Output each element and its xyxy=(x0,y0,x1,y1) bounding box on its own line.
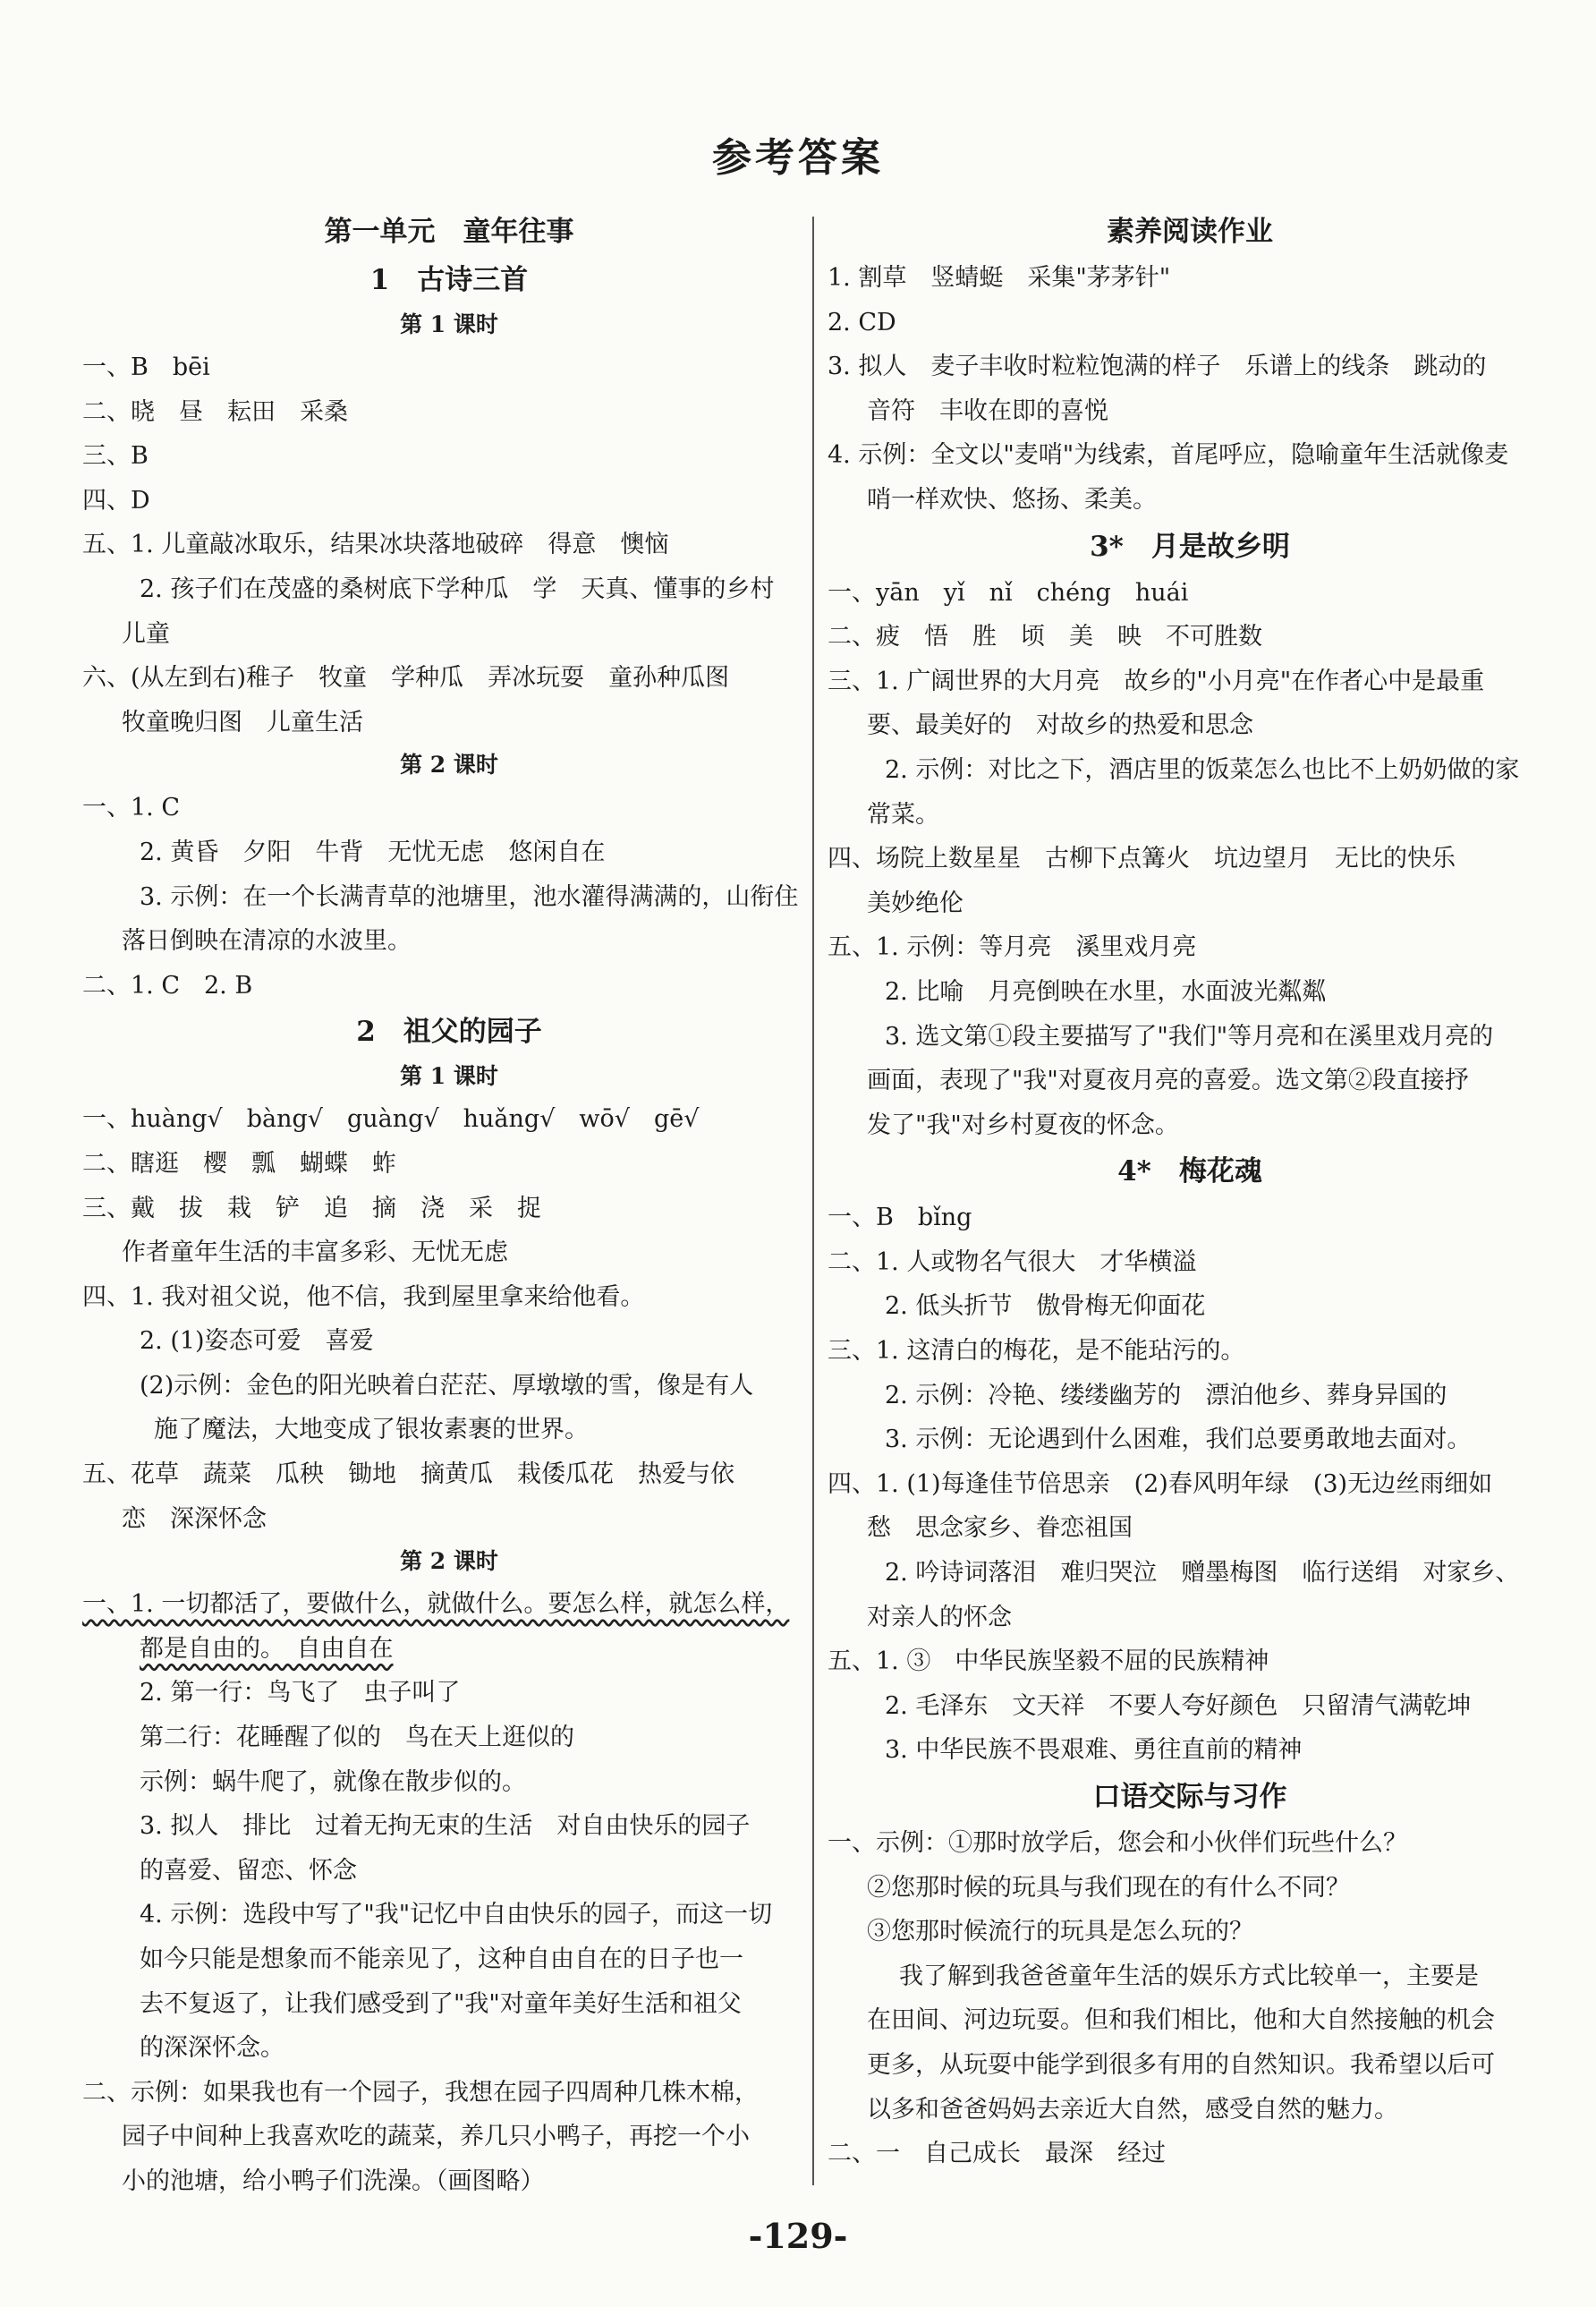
answer-line: 2. 示例：对比之下，酒店里的饭菜怎么也比不上奶奶做的家 xyxy=(885,755,1520,784)
answer-line: 2. (1)姿态可爱 喜爱 xyxy=(140,1327,374,1356)
answer-line: 六、(从左到右)稚子 牧童 学种瓜 弄冰玩耍 童孙种瓜图 xyxy=(82,664,730,693)
answer-line: 落日倒映在清凉的水波里。 xyxy=(122,927,412,956)
answer-line: 2. 毛泽东 文天祥 不要人夸好颜色 只留清气满乾坤 xyxy=(885,1691,1472,1720)
answer-line: 2. 低头折节 傲骨梅无仰面花 xyxy=(885,1292,1206,1321)
answer-line: 一、1. 一切都活了，要做什么，就做什么。要怎么样，就怎么样， xyxy=(82,1590,790,1619)
answer-line: 的深深怀念。 xyxy=(140,2034,284,2063)
answer-line: 一、示例：①那时放学后，您会和小伙伴们玩些什么？ xyxy=(828,1829,1407,1857)
answer-line: 2. 孩子们在茂盛的桑树底下学种瓜 学 天真、懂事的乡村 xyxy=(140,575,775,603)
answer-line: 画面，表现了"我"对夏夜月亮的喜爱。选文第②段直接抒 xyxy=(867,1067,1469,1095)
answer-line: 2. 黄昏 夕阳 牛背 无忧无虑 悠闲自在 xyxy=(140,838,606,866)
answer-line: 三、B xyxy=(82,442,149,471)
answer-line: 要、最美好的 对故乡的热爱和思念 xyxy=(867,711,1253,740)
answer-line: 二、1. C 2. B xyxy=(82,971,253,1000)
lesson-heading: 3* 月是故乡明 xyxy=(1090,530,1290,563)
answer-line: 三、戴 拔 栽 铲 追 摘 浇 采 捉 xyxy=(82,1194,541,1222)
answer-line: 3. 拟人 排比 过着无拘无束的生活 对自由快乐的园子 xyxy=(140,1812,751,1841)
answer-line: 二、疲 悟 胜 顷 美 映 不可胜数 xyxy=(828,623,1262,651)
column-divider xyxy=(812,217,814,2185)
answer-line: 园子中间种上我喜欢吃的蔬菜，养几只小鸭子，再挖一个小 xyxy=(122,2123,750,2151)
answer-line: ③您那时候流行的玩具是怎么玩的？ xyxy=(867,1918,1253,1946)
answer-line: (2)示例：金色的阳光映着白茫茫、厚墩墩的雪，像是有人 xyxy=(140,1371,754,1400)
answer-line: 1. 割草 竖蜻蜓 采集"茅茅针" xyxy=(828,264,1171,292)
answer-line: 二、一 自己成长 最深 经过 xyxy=(828,2140,1166,2168)
lesson-heading: 2 祖父的园子 xyxy=(356,1016,542,1049)
right-column xyxy=(828,208,1552,2176)
answer-line: 4. 示例：全文以"麦哨"为线索，首尾呼应，隐喻童年生活就像麦 xyxy=(828,441,1509,470)
answer-line: 三、1. 广阔世界的大月亮 故乡的"小月亮"在作者心中是最重 xyxy=(828,667,1485,695)
answer-line: 常菜。 xyxy=(867,800,939,829)
page-title: 参考答案 xyxy=(712,135,884,181)
answer-line: 一、B bēi xyxy=(82,353,210,381)
answer-line: 2. CD xyxy=(828,308,896,336)
answer-line: 3. 中华民族不畏艰难、勇往直前的精神 xyxy=(885,1736,1303,1765)
answer-line: 的喜爱、留恋、怀念 xyxy=(140,1856,357,1885)
lesson-subheading: 第 1 课时 xyxy=(400,1063,498,1090)
lesson-heading: 1 古诗三首 xyxy=(369,264,529,296)
answer-line: 一、huàng√ bàng√ guàng√ huǎng√ wō√ gē√ xyxy=(82,1105,700,1134)
answer-line: 二、晓 昼 耘田 采桑 xyxy=(82,397,348,426)
answer-line: 美妙绝伦 xyxy=(867,889,964,917)
answer-line: 四、场院上数星星 古柳下点篝火 坑边望月 无比的快乐 xyxy=(828,845,1456,873)
answer-line: 示例：蜗牛爬了，就像在散步似的。 xyxy=(140,1767,526,1796)
answer-line: 牧童晚归图 儿童生活 xyxy=(122,708,363,736)
answer-line: 以多和爸爸妈妈去亲近大自然，感受自然的魅力。 xyxy=(867,2095,1398,2124)
answer-line: 四、D xyxy=(82,486,150,515)
answer-line: 五、1. 儿童敲冰取乐，结果冰块落地破碎 得意 懊恼 xyxy=(82,531,669,559)
answer-line: 作者童年生活的丰富多彩、无忧无虑 xyxy=(122,1239,508,1267)
answer-line: 小的池塘，给小鸭子们洗澡。（画图略） xyxy=(122,2167,545,2195)
answer-line: 一、1. C xyxy=(82,794,181,822)
answer-line: 愁 思念家乡、眷恋祖国 xyxy=(867,1514,1133,1543)
page-number: -129- xyxy=(748,2216,848,2256)
answer-line: 哨一样欢快、悠扬、柔美。 xyxy=(867,485,1157,514)
answer-line: 都是自由的。 自由自在 xyxy=(140,1634,394,1663)
answer-line: 发了"我"对乡村夏夜的怀念。 xyxy=(867,1111,1179,1139)
answer-line: 更多，从玩耍中能学到很多有用的自然知识。我希望以后可 xyxy=(867,2050,1495,2079)
answer-line: 二、瞎逛 樱 瓢 蝴蝶 蚱 xyxy=(82,1149,396,1178)
answer-line: 3. 示例：在一个长满青草的池塘里，池水灌得满满的，山衔住 xyxy=(140,882,799,911)
answer-line: ②您那时候的玩具与我们现在的有什么不同？ xyxy=(867,1873,1350,1902)
answer-line: 一、yān yǐ nǐ chéng huái xyxy=(828,578,1189,607)
lesson-subheading: 第 2 课时 xyxy=(400,752,498,779)
answer-line: 在田间、河边玩耍。但和我们相比，他和大自然接触的机会 xyxy=(867,2006,1495,2035)
answer-line: 五、花草 蔬菜 瓜秧 锄地 摘黄瓜 栽倭瓜花 热爱与依 xyxy=(82,1460,734,1489)
lesson-heading: 4* 梅花魂 xyxy=(1117,1155,1262,1188)
answer-line: 四、1. (1)每逢佳节倍思亲 (2)春风明年绿 (3)无边丝雨细如 xyxy=(828,1469,1493,1498)
lesson-heading: 口语交际与习作 xyxy=(1092,1781,1287,1813)
answer-line: 第二行：花睡醒了似的 鸟在天上逛似的 xyxy=(140,1724,574,1752)
answer-line: 三、1. 这清白的梅花，是不能玷污的。 xyxy=(828,1337,1245,1366)
answer-line: 2. 比喻 月亮倒映在水里，水面波光粼粼 xyxy=(885,977,1327,1006)
answer-line: 3. 拟人 麦子丰收时粒粒饱满的样子 乐谱上的线条 跳动的 xyxy=(828,353,1487,381)
answer-line: 3. 选文第①段主要描写了"我们"等月亮和在溪里戏月亮的 xyxy=(885,1022,1494,1051)
answer-line: 二、示例：如果我也有一个园子，我想在园子四周种几株木棉， xyxy=(82,2078,759,2107)
answer-line: 五、1. 示例：等月亮 溪里戏月亮 xyxy=(828,933,1197,962)
answer-line: 如今只能是想象而不能亲见了，这种自由自在的日子也一 xyxy=(140,1945,743,1973)
answer-line: 二、1. 人或物名气很大 才华横溢 xyxy=(828,1247,1197,1276)
section-heading: 素养阅读作业 xyxy=(1107,216,1273,248)
answer-line: 去不复返了，让我们感受到了"我"对童年美好生活和祖父 xyxy=(140,1989,742,2018)
answer-line: 对亲人的怀念 xyxy=(867,1603,1012,1631)
answer-line: 施了魔法，大地变成了银妆素裹的世界。 xyxy=(154,1416,589,1444)
answer-line: 五、1. ③ 中华民族坚毅不屈的民族精神 xyxy=(828,1647,1269,1676)
answer-line: 儿童 xyxy=(122,619,170,648)
answer-line: 4. 示例：选段中写了"我"记忆中自由快乐的园子，而这一切 xyxy=(140,1901,773,1929)
answer-line: 一、B bǐng xyxy=(828,1204,972,1232)
left-column xyxy=(82,208,816,2204)
answer-line: 2. 第一行：鸟飞了 虫子叫了 xyxy=(140,1679,461,1707)
answer-line: 3. 示例：无论遇到什么困难，我们总要勇敢地去面对。 xyxy=(885,1426,1472,1454)
answer-line: 2. 吟诗词落泪 难归哭泣 赠墨梅图 临行送绢 对家乡、 xyxy=(885,1559,1520,1588)
section-heading: 第一单元 童年往事 xyxy=(324,216,574,248)
lesson-subheading: 第 2 课时 xyxy=(400,1548,498,1575)
answer-line: 2. 示例：冷艳、缕缕幽芳的 漂泊他乡、葬身异国的 xyxy=(885,1381,1447,1409)
answer-line: 四、1. 我对祖父说，他不信，我到屋里拿来给他看。 xyxy=(82,1282,645,1311)
answer-line: 音符 丰收在即的喜悦 xyxy=(867,396,1108,425)
answer-line: 我了解到我爸爸童年生活的娱乐方式比较单一，主要是 xyxy=(899,1962,1479,1990)
lesson-subheading: 第 1 课时 xyxy=(400,311,498,337)
answer-line: 恋 深深怀念 xyxy=(122,1504,267,1533)
